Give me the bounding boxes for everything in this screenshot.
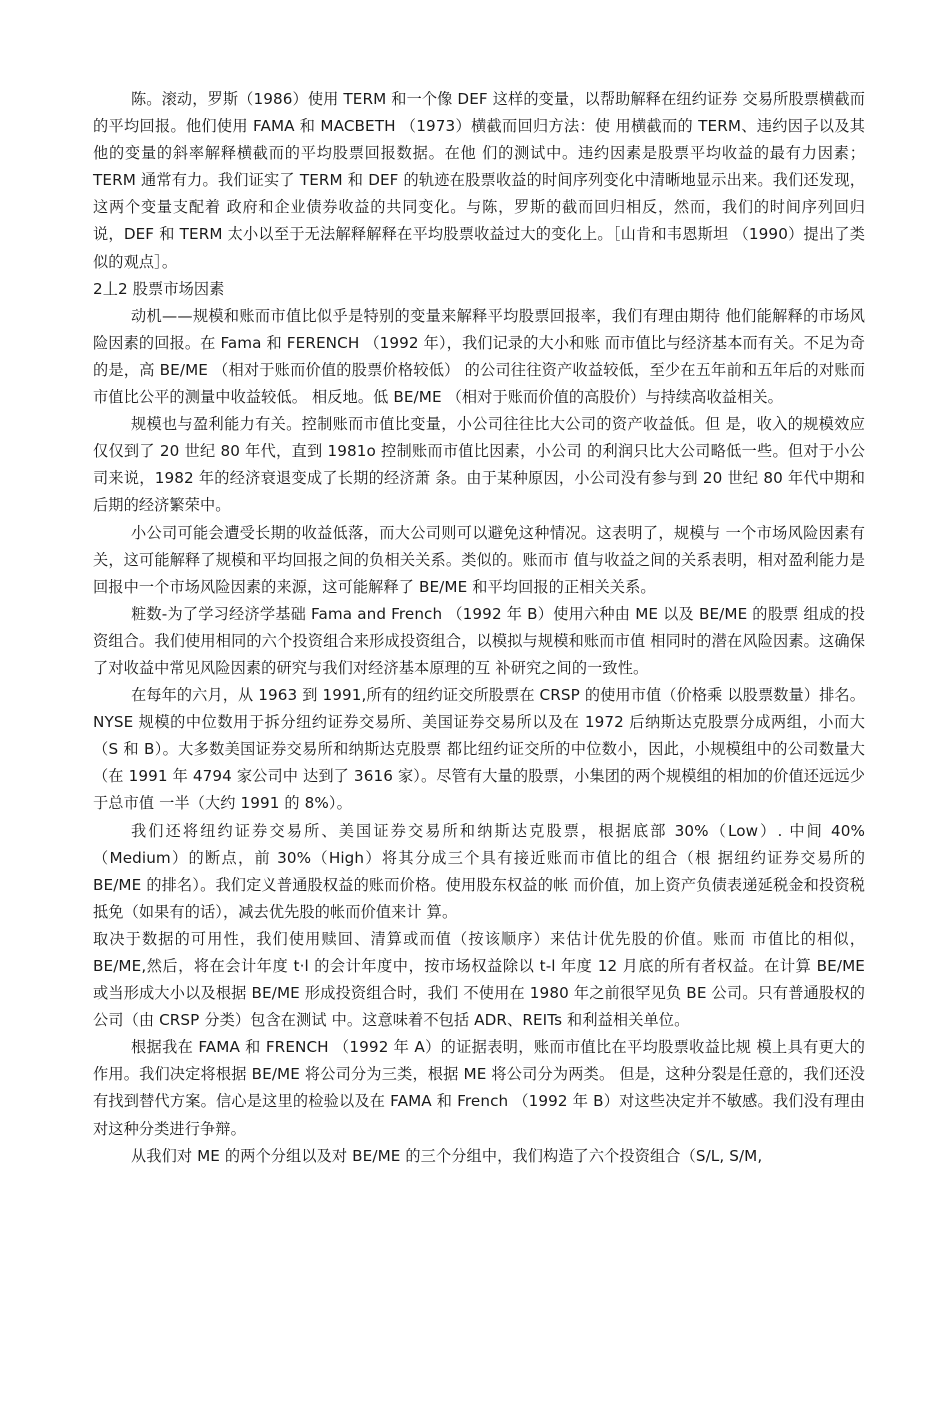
paragraph-motivation: 动机——规模和账而市值比似乎是特别的变量来解释平均股票回报率，我们有理由期待 他们能解释的市场风险因素的回报。在 Fama 和 FERENCH （1992 年），我们记录的大小和账 而市值比与经济基本而有关。不足为奇的是，高 BE/ME （相对于账而价值的股票价格较低） 的公司往往资产收益较低，至少在五年前和五年后的对账而市值比公平的测量中收益较低。 相反地。低 BE/ME （相对于账而价值的高股价）与持续高收益相关。 xyxy=(93,306,865,407)
paragraph-size-profitability: 规模也与盈利能力有关。控制账而市值比变量，小公司往往比大公司的资产收益低。但 是，收入的规模效应仅仅到了 20 世纪 80 年代，直到 1981o 控制账而市值比因素，小公司 的利润只比大公司略低一些。但对于小公司来说，1982 年的经济衰退变成了长期的经济萧 条。由于某种原因，小公司没有参与到 20 世纪 80 年代中期和后期的经济繁荣中。 xyxy=(93,415,865,515)
paragraph-june-ranking: 在每年的六月，从 1963 到 1991,所有的纽约证交所股票在 CRSP 的使用市值（价格乘 以股票数量）排名。NYSE 规模的中位数用于拆分纽约证券交易所、美国证券交易所以及在 1972 后纳斯达克股票分成两组，小而大（S 和 B）。大多数美国证券交易所和纳斯达克股票 都比纽约证交所的中位数小，因此，小规模组中的公司数量大（在 1991 年 4794 家公司中 达到了 3616 家）。尽管有大量的股票，小集团的两个规模组的相加的价值还远远少于总市值 一半（大约 1991 的 8%）。 xyxy=(93,686,865,813)
paragraph-evidence: 根据我在 FAMA 和 FRENCH （1992 年 A）的证据表明，账而市值比在平均股票收益比规 模上具有更大的作用。我们决定将根据 BE/ME 将公司分为三类，根据 ME 将公司分为两类。 但是，这种分裂是任意的，我们还没有找到替代方案。信心是这里的检验以及在 FAMA 和 French （1992 年 B）对这些决定并不敏感。我们没有理由对这种分类进行争辩。 xyxy=(93,1038,865,1138)
paragraph-be-me-breakpoints: 我们还将纽约证券交易所、美国证券交易所和纳斯达克股票，根据底部 30%（Low）. 中间 40%（Medium）的断点，前 30%（High）将其分成三个具有接近账而市值比的组合（根 据纽约证券交易所的 BE/ME 的排名）。我们定义普通股权益的账而价格。使用股东权益的帐 而价值，加上资产负债表递延税金和投资税抵免（如果有的话），减去优先股的帐而价值来计 算。 xyxy=(93,821,865,921)
paragraph-portfolios: 粧数-为了学习经济学基础 Fama and French （1992 年 B）使用六种由 ME 以及 BE/ME 的股票 组成的投资组合。我们使用相同的六个投资组合来形成投资组合，以模拟与规模和账而市值 相同时的潜在风险因素。这确保了对收益中常见风险因素的研究与我们对经济基本原理的互 补研究之间的一致性。 xyxy=(93,604,865,677)
paragraph-small-firms: 小公司可能会遭受长期的收益低落，而大公司则可以避免这种情况。这表明了，规模与 一个市场风险因素有关，这可能解释了规模和平均回报之间的负相关关系。类似的。账而市 值与收益之间的关系表明，相对盈利能力是回报中一个市场风险因素的来源，这可能解释了 BE/ME 和平均回报的正相关关系。 xyxy=(93,523,865,596)
document-body xyxy=(93,86,865,1170)
paragraph-preferred-stock: 取决于数据的可用性，我们使用赎回、清算或而值（按该顺序）来估计优先股的价值。账而 市值比的相似，BE/ME,然后，将在会计年度 t·l 的会计年度中，按市场权益除以 t-l 年度 12 月底的所有者权益。在计算 BE/ME 或当形成大小以及根据 BE/ME 形成投资组合时，我们 不使用在 1980 年之前很罕见负 BE 公司。只有普通股权的公司（由 CRSP 分类）包含在测试 中。这意味着不包括 ADR、REITs 和利益相关单位。 xyxy=(93,929,865,1030)
paragraph-term-def: 陈。滚动，罗斯（1986）使用 TERM 和一个像 DEF 这样的变量，以帮助解释在纽约证券 交易所股票横截而的平均回报。他们使用 FAMA 和 MACBETH （1973）横截而回归方法：使 用横截而的 TERM、违约因子以及其他的变量的斜率解释横截而的平均股票回报数据。在他 们的测试中。违约因素是股票平均收益的最有力因素；TERM 通常有力。我们证实了 TERM 和 DEF 的轨迹在股票收益的时间序列变化中清晰地显示出来。我们还发现，这两个变量支配着 政府和企业债券收益的共同变化。与陈，罗斯的截而回归相反，然而，我们的时间序列回归 说，DEF 和 TERM 太小以至于无法解释解释在平均股票收益过大的变化上。［山肯和韦恩斯坦 （1990）提出了类似的观点］。 xyxy=(93,90,865,271)
paragraph-six-portfolios: 从我们对 ME 的两个分组以及对 BE/ME 的三个分组中，我们构造了六个投资组合（S/L, S/M, xyxy=(131,1146,763,1165)
section-heading-stock-market-factors: 2丄2 股票市场因素 xyxy=(93,279,225,298)
